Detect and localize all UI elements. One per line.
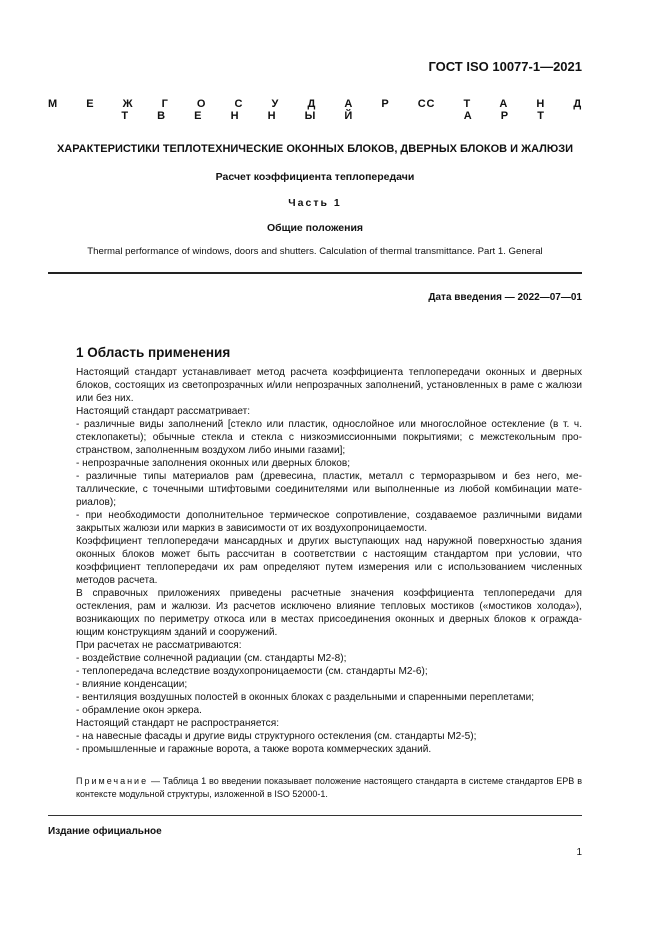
list-item: - промышленные и гаражные ворота, а также ворота коммерческих зданий. [76,744,432,755]
title-divider [48,272,582,274]
paragraph: Настоящий стандарт рассматривает: [76,406,251,417]
footer-divider [48,815,582,816]
banner-word-standard: С Т А Н Д А Р Т [426,98,582,122]
paragraph: Коэффициент теплопередачи мансардных и других выступающих над наружной поверхностью здания оконных блоков может быть рассчитан в соответствии с настоящим стандартом при условии, что коэффициент теплопередачи их рам определяют путем измерения или с использованием численных методов расчета. [76,536,582,586]
paragraph: Настоящий стандарт не распространяется: [76,718,279,729]
page-number: 1 [576,847,582,858]
list-item: - различные виды заполнений [стекло или пластик, однослойное или многослойное остекление (в т. ч. стеклопакеты); обычные стекла и стекла с низкоэмиссионными покрытиями; с межстекольным пространством, заполненным воздухом либо иными газами]; [76,419,582,456]
list-item: - различные типы материалов рам (древесина, пластик, металл с терморазрывом и без него, металлические, с точечными штифтовыми соединителями или выполненные из любой комбинации материалов); [76,471,582,508]
list-item: - при необходимости дополнительное термическое сопротивление, создаваемое различными видами закрытых жалюзи или маркиз в зависимости от их воздухопроницаемости. [76,510,582,534]
english-title: Thermal performance of windows, doors and shutters. Calculation of thermal transmittance. Part 1. General [87,246,543,257]
note [76,775,582,801]
list-item: - непрозрачные заполнения оконных или дверных блоков; [76,458,351,469]
list-item: - на навесные фасады и другие виды структурного остекления (см. стандарты М2-5); [76,731,477,742]
section-body [76,366,582,756]
paragraph: Настоящий стандарт устанавливает метод расчета коэффициента теплопередачи оконных и дверных блоков, состоящих из светопрозрачных и/или непрозрачных заполнений, установленных в раме с жалюзи или без них. [76,367,582,404]
part-label: Часть 1 [288,197,342,209]
list-item: - влияние конденсации; [76,679,188,690]
banner-word-interstate: М Е Ж Г О С У Д А Р С Т В Е Н Н Ы Й [48,98,426,122]
standard-code: ГОСТ ISO 10077-1—2021 [428,59,582,74]
paragraph: В справочных приложениях приведены расчетные значения коэффициента теплопередачи для остекления, рам и жалюзи. Из расчетов исключено влияние тепловых мостиков («мостиков холода»), возникающих по периметру откоса или в местах присоединения оконных и дверных блоков к ограждающим конструкциям зданий и сооружений. [76,588,582,638]
section-heading: 1 Область применения [76,345,231,360]
introduction-date: Дата введения — 2022—07—01 [428,292,582,303]
list-item: - обрамление окон эркера. [76,705,202,716]
document-subtitle: Расчет коэффициента теплопередачи [215,171,415,183]
interstate-standard-banner [48,98,582,122]
edition-label: Издание официальное [48,826,162,837]
list-item: - теплопередача вследствие воздухопроницаемости (см. стандарты М2-6); [76,666,428,677]
list-item: - вентиляция воздушных полостей в оконных блоках с раздельными и спаренными переплетами; [76,692,535,703]
note-text: — Таблица 1 во введении показывает положение настоящего стандарта в системе стандартов EPB в контексте модульной структуры, изложенной в ISO 52000-1. [76,776,582,799]
note-label: Примечание [76,776,149,786]
paragraph: При расчетах не рассматриваются: [76,640,242,651]
document-title: ХАРАКТЕРИСТИКИ ТЕПЛОТЕХНИЧЕСКИЕ ОКОННЫХ БЛОКОВ, ДВЕРНЫХ БЛОКОВ И ЖАЛЮЗИ [56,143,574,155]
part-title: Общие положения [266,222,364,234]
list-item: - воздействие солнечной радиации (см. стандарты М2-8); [76,653,347,664]
